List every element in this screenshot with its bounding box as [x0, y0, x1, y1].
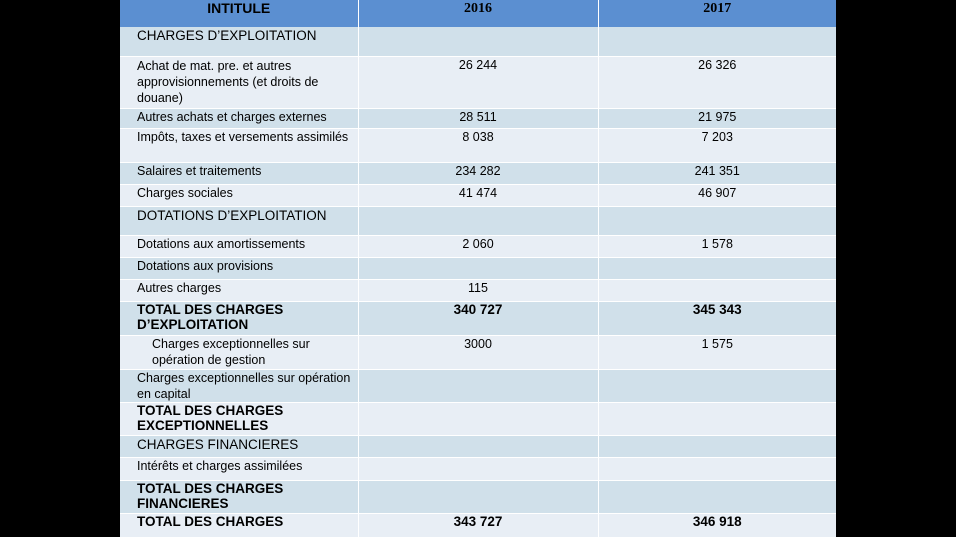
row-label: TOTAL DES CHARGES FINANCIERES	[120, 480, 358, 513]
header-2016: 2016	[358, 0, 598, 27]
table-row-grand-total	[120, 513, 836, 537]
value-2017	[598, 27, 836, 56]
slide	[120, 0, 836, 537]
value-2017	[598, 257, 836, 279]
value-2016: 340 727	[358, 301, 598, 335]
table-row	[120, 279, 836, 301]
value-2017: 7 203	[598, 128, 836, 162]
table-row	[120, 56, 836, 108]
value-2017: 46 907	[598, 184, 836, 206]
table-row	[120, 162, 836, 184]
row-label: TOTAL DES CHARGES EXCEPTIONNELLES	[120, 402, 358, 435]
value-2017	[598, 457, 836, 480]
value-2016: 8 038	[358, 128, 598, 162]
value-2017: 241 351	[598, 162, 836, 184]
header-intitule: INTITULE	[120, 0, 358, 27]
row-label: Autres achats et charges externes	[120, 108, 358, 128]
value-2016	[358, 257, 598, 279]
row-label: CHARGES FINANCIERES	[120, 435, 358, 457]
header-2017: 2017	[598, 0, 836, 27]
table-row	[120, 27, 836, 56]
value-2017: 345 343	[598, 301, 836, 335]
table-row	[120, 457, 836, 480]
value-2016: 2 060	[358, 235, 598, 257]
value-2016	[358, 480, 598, 513]
charges-table	[120, 0, 836, 537]
row-label: Autres charges	[120, 279, 358, 301]
value-2016: 115	[358, 279, 598, 301]
value-2017	[598, 279, 836, 301]
row-label: Salaires et traitements	[120, 162, 358, 184]
value-2017	[598, 206, 836, 235]
value-2016: 26 244	[358, 56, 598, 108]
value-2017: 26 326	[598, 56, 836, 108]
row-label: DOTATIONS D’EXPLOITATION	[120, 206, 358, 235]
table-row	[120, 108, 836, 128]
value-2016: 343 727	[358, 513, 598, 537]
table-row	[120, 128, 836, 162]
row-label: Charges exceptionnelles sur opération de gestion	[120, 335, 358, 369]
value-2016	[358, 402, 598, 435]
table-row	[120, 206, 836, 235]
table-row-total	[120, 402, 836, 435]
value-2016: 234 282	[358, 162, 598, 184]
value-2017: 1 578	[598, 235, 836, 257]
value-2016: 28 511	[358, 108, 598, 128]
value-2016	[358, 435, 598, 457]
row-label: Dotations aux amortissements	[120, 235, 358, 257]
value-2016	[358, 206, 598, 235]
row-label: Dotations aux provisions	[120, 257, 358, 279]
row-label: CHARGES D’EXPLOITATION	[120, 27, 358, 56]
row-label: TOTAL DES CHARGES D’EXPLOITATION	[120, 301, 358, 335]
row-label: Impôts, taxes et versements assimilés	[120, 128, 358, 162]
header-row	[120, 0, 836, 27]
row-label: TOTAL DES CHARGES	[120, 513, 358, 537]
table-row-total	[120, 480, 836, 513]
value-2016	[358, 369, 598, 402]
table-row	[120, 335, 836, 369]
table-row	[120, 435, 836, 457]
value-2017	[598, 402, 836, 435]
value-2016	[358, 27, 598, 56]
value-2017	[598, 369, 836, 402]
table-row	[120, 369, 836, 402]
value-2017: 21 975	[598, 108, 836, 128]
value-2017: 1 575	[598, 335, 836, 369]
table-row	[120, 184, 836, 206]
row-label: Achat de mat. pre. et autres approvisionnements (et droits de douane)	[120, 56, 358, 108]
table-row-total	[120, 301, 836, 335]
row-label: Charges sociales	[120, 184, 358, 206]
value-2016: 41 474	[358, 184, 598, 206]
value-2017	[598, 435, 836, 457]
value-2017	[598, 480, 836, 513]
row-label: Charges exceptionnelles sur opération en capital	[120, 369, 358, 402]
value-2016: 3000	[358, 335, 598, 369]
value-2016	[358, 457, 598, 480]
table-row	[120, 257, 836, 279]
value-2017: 346 918	[598, 513, 836, 537]
row-label: Intérêts et charges assimilées	[120, 457, 358, 480]
table-row	[120, 235, 836, 257]
